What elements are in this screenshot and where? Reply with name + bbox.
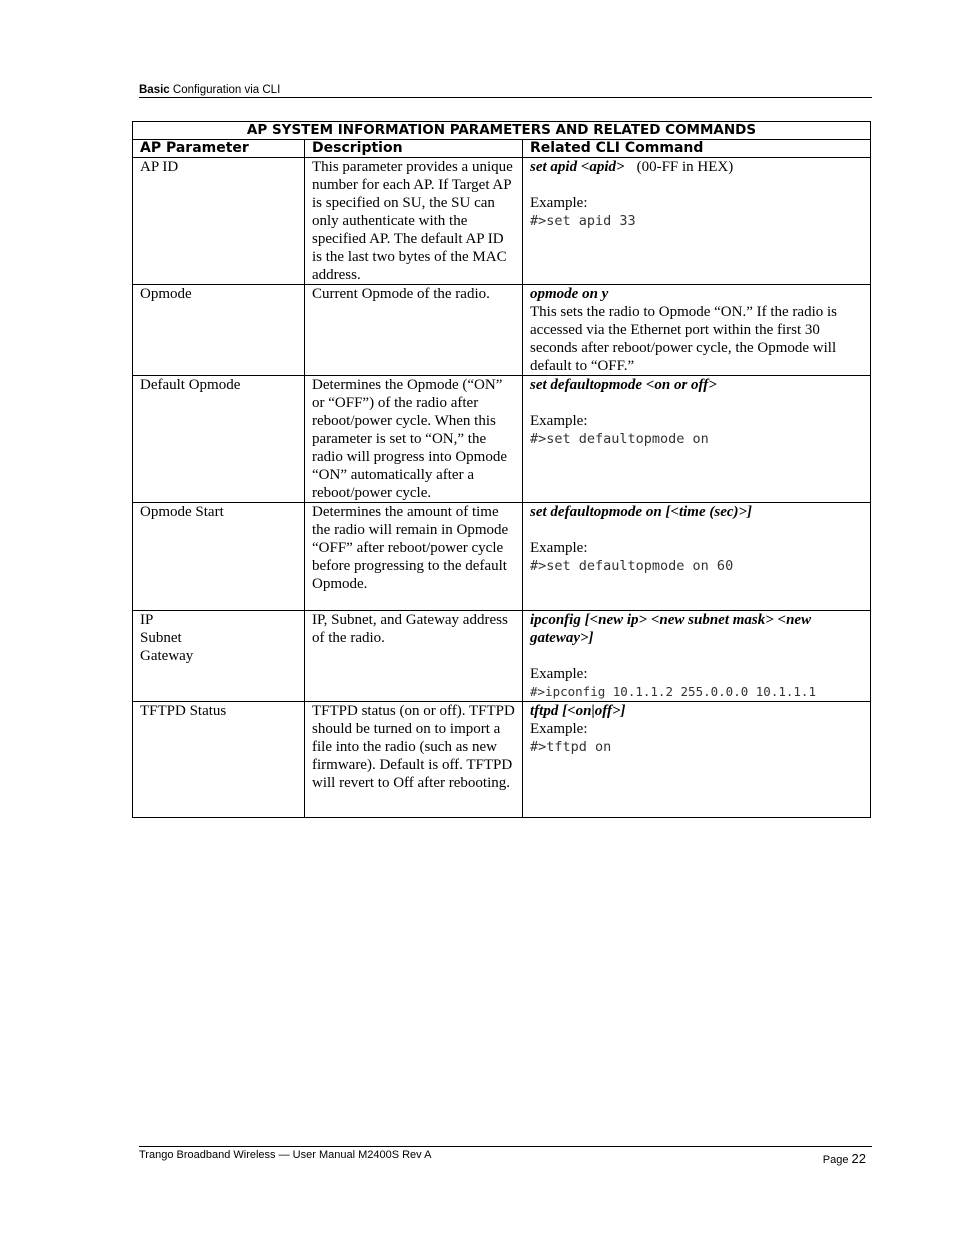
cli-command: set defaultopmode <on or off> [530,377,717,393]
column-header-description: Description [305,140,523,158]
command-cell [523,376,871,503]
command-cell [523,503,871,611]
param-name: Opmode Start [140,504,224,520]
param-name: AP ID [140,159,179,175]
cli-command: tftpd [<on|off>] [530,703,626,719]
table-row [133,503,871,611]
spacer [530,647,863,665]
header-section-bold: Basic [139,84,170,96]
command-cell [523,611,871,702]
example-command: #>ipconfig 10.1.1.2 255.0.0.0 10.1.1.1 [530,684,816,699]
command-line [530,611,863,647]
cli-command: ipconfig [<new ip> <new subnet mask> <new gateway>] [530,612,812,646]
command-explanation: This sets the radio to Opmode “ON.” If the radio is accessed via the Ethernet port within the first 30 seconds after reboot/power cycle, the Opmode will default to “OFF.” [530,304,838,374]
example-command: #>set defaultopmode on [530,431,709,447]
page-footer [139,1146,872,1166]
param-name: Subnet [140,630,182,646]
command-note: (00-FF in HEX) [636,159,734,175]
param-name: Gateway [140,648,194,664]
description-cell: Determines the Opmode (“ON” or “OFF”) of the radio after reboot/power cycle. When this parameter is set to “ON,” the radio will progress into Opmode “ON” automatically after a reboot/power cycle. [305,376,523,503]
footer-manual-title: Trango Broadband Wireless — User Manual M2400S Rev A [139,1149,432,1161]
page-number: 22 [851,1151,866,1166]
cli-command: opmode on y [530,286,609,302]
command-line [530,376,863,394]
param-cell [133,702,305,818]
example-command: #>tftpd on [530,739,612,755]
table-row [133,376,871,503]
page-number-block [823,1151,866,1166]
param-cell [133,376,305,503]
param-name: Default Opmode [140,377,241,393]
param-cell [133,503,305,611]
command-line [530,503,863,521]
description-cell: Current Opmode of the radio. [305,285,523,376]
cli-command: set defaultopmode on [<time (sec)>] [530,504,753,520]
example-label: Example: [530,666,588,682]
example-label: Example: [530,721,588,737]
example-label: Example: [530,540,588,556]
page-label: Page [822,1154,852,1166]
description-cell: TFTPD status (on or off). TFTPD should be turned on to import a file into the radio (such as new firmware). Default is off. TFTPD will revert to Off after rebooting. [305,702,523,818]
column-header-param: AP Parameter [133,140,305,158]
param-name: Opmode [140,286,192,302]
command-line [530,158,863,176]
table-header-row [133,140,871,158]
description-cell: This parameter provides a unique number for each AP. If Target AP is specified on SU, the SU can only authenticate with the specified AP. The default AP ID is the last two bytes of the MAC address. [305,158,523,285]
table-row [133,702,871,818]
spacer [530,176,863,194]
command-cell [523,158,871,285]
command-cell [523,285,871,376]
running-header [139,84,872,98]
column-header-command: Related CLI Command [523,140,871,158]
example-command: #>set apid 33 [530,213,636,229]
cli-command: set apid <apid> [530,159,625,175]
param-name: IP [140,612,154,628]
param-cell [133,285,305,376]
command-line [530,702,863,720]
header-section-title: Configuration via CLI [169,84,281,96]
param-name: TFTPD Status [140,703,227,719]
param-cell [133,611,305,702]
example-label: Example: [530,195,588,211]
description-cell: Determines the amount of time the radio will remain in Opmode “OFF” after reboot/power cycle before progressing to the default Opmode. [305,503,523,611]
table-row [133,285,871,376]
spacer [530,394,863,412]
ap-parameters-table [132,121,871,818]
example-label: Example: [530,413,588,429]
param-cell [133,158,305,285]
command-cell [523,702,871,818]
description-cell: IP, Subnet, and Gateway address of the radio. [305,611,523,702]
spacer [530,521,863,539]
table-caption-row [133,122,871,140]
example-command: #>set defaultopmode on 60 [530,558,734,574]
command-line [530,285,863,303]
table-row [133,611,871,702]
table-row [133,158,871,285]
table-caption: AP SYSTEM INFORMATION PARAMETERS AND RELATED COMMANDS [133,122,871,140]
